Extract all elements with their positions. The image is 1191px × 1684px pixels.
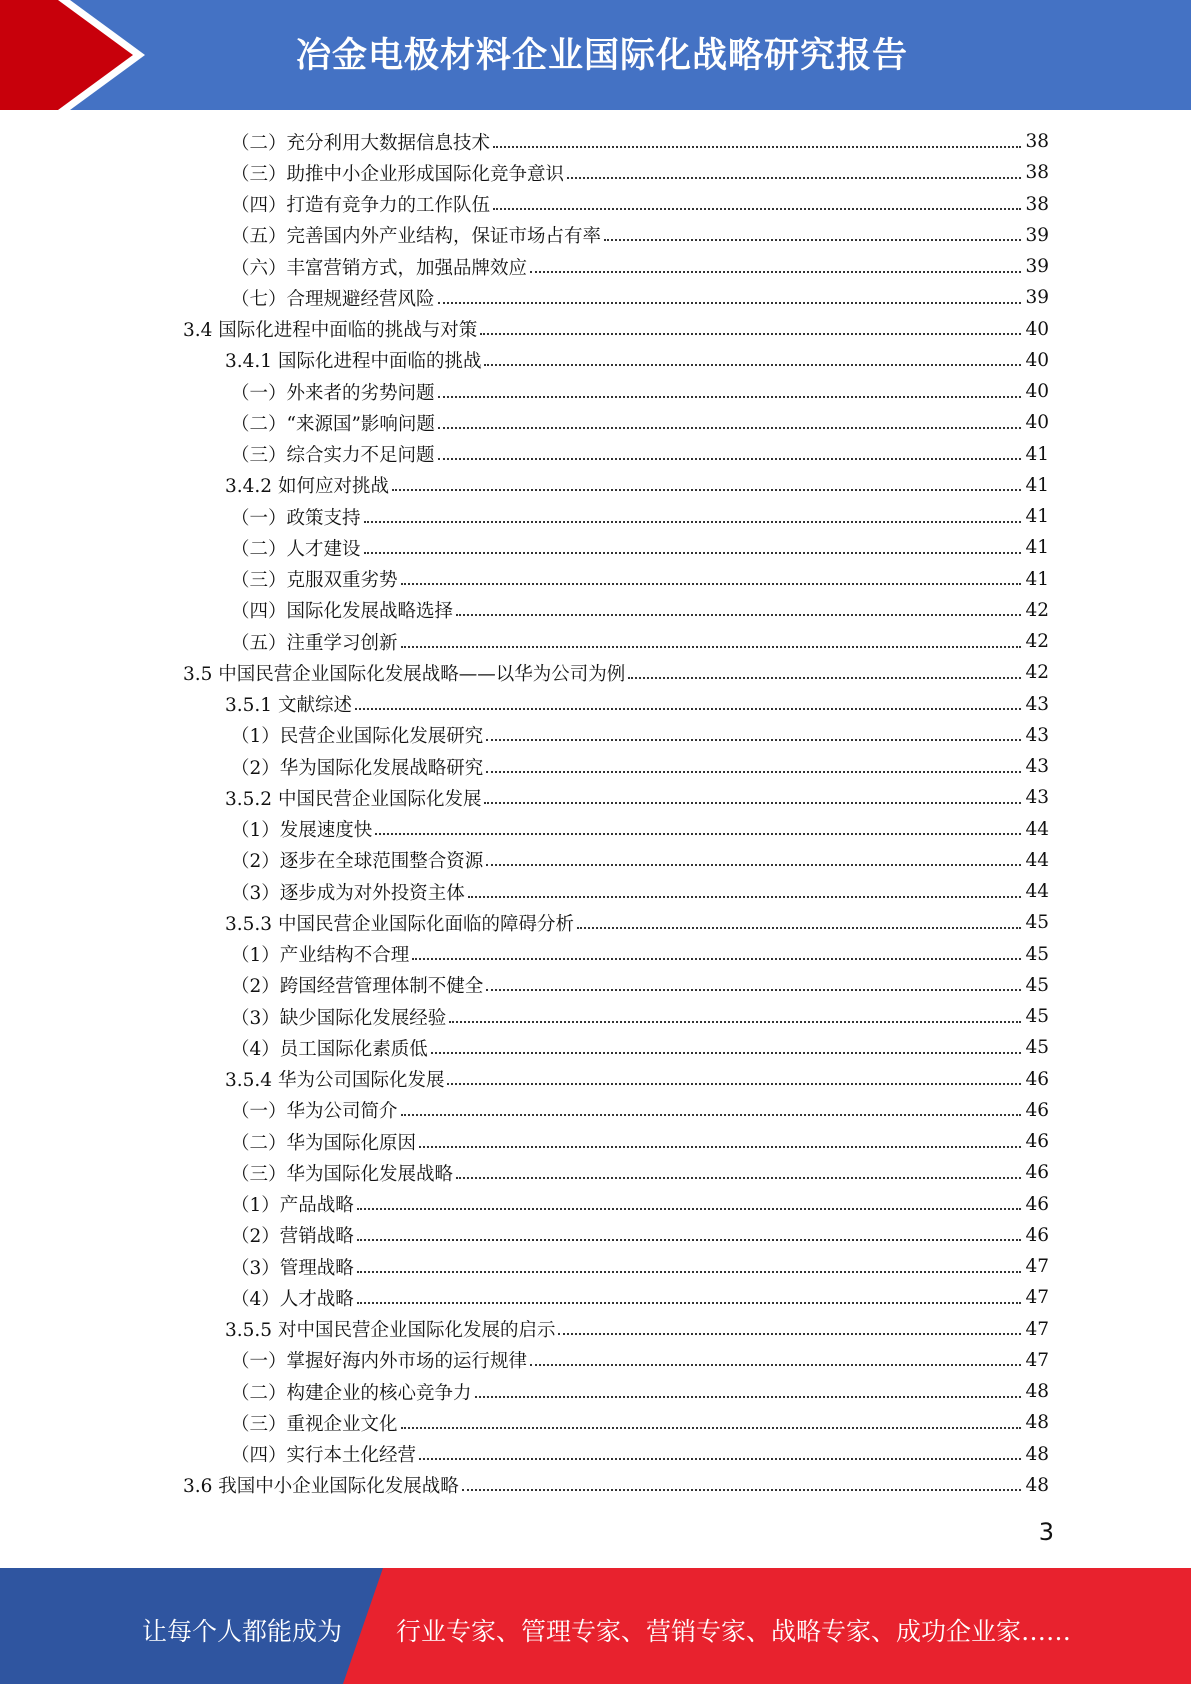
toc-dot-leader xyxy=(438,427,1021,429)
toc-dot-leader xyxy=(357,1271,1021,1273)
toc-entry-page: 44 xyxy=(1025,849,1049,871)
toc-dot-leader xyxy=(486,771,1021,773)
toc-dot-leader xyxy=(530,1364,1021,1366)
toc-dot-leader xyxy=(401,1427,1021,1429)
toc-entry-title: （2）华为国际化发展战略研究 xyxy=(231,757,484,779)
toc-entry-page: 41 xyxy=(1025,537,1049,559)
report-title: 冶金电极材料企业国际化战略研究报告 xyxy=(296,36,909,76)
toc-entry[interactable] xyxy=(0,126,1191,157)
toc-entry[interactable] xyxy=(0,1345,1191,1376)
toc-entry-page: 48 xyxy=(1025,1381,1049,1403)
toc-dot-leader xyxy=(364,552,1021,554)
toc-entry-title: 3.5.3 中国民营企业国际化面临的障碍分析 xyxy=(225,913,574,935)
toc-entry-title: （二）人才建设 xyxy=(231,538,361,560)
toc-entry[interactable] xyxy=(0,782,1191,813)
toc-dot-leader xyxy=(447,1083,1021,1085)
toc-entry-title: （四）国际化发展战略选择 xyxy=(231,601,454,623)
toc-entry-page: 42 xyxy=(1025,631,1049,653)
toc-entry-title: （2）营销战略 xyxy=(231,1226,354,1248)
toc-entry-title: （3）逐步成为对外投资主体 xyxy=(231,882,465,904)
toc-entry-page: 45 xyxy=(1025,943,1049,965)
toc-entry[interactable] xyxy=(0,470,1191,501)
toc-entry[interactable] xyxy=(0,1095,1191,1126)
toc-entry-title: （二）充分利用大数据信息技术 xyxy=(231,132,491,154)
toc-entry-page: 48 xyxy=(1025,1443,1049,1465)
toc-entry[interactable] xyxy=(0,1251,1191,1282)
toc-entry[interactable] xyxy=(0,1126,1191,1157)
page-header xyxy=(0,0,1191,110)
toc-dot-leader xyxy=(480,333,1021,335)
table-of-contents xyxy=(0,126,1191,1501)
toc-entry-page: 46 xyxy=(1025,1193,1049,1215)
toc-entry[interactable] xyxy=(0,626,1191,657)
toc-entry[interactable] xyxy=(0,845,1191,876)
toc-dot-leader xyxy=(484,364,1021,366)
toc-entry-page: 38 xyxy=(1025,131,1049,153)
toc-dot-leader xyxy=(486,864,1021,866)
toc-entry-page: 47 xyxy=(1025,1287,1049,1309)
toc-entry-page: 47 xyxy=(1025,1256,1049,1278)
toc-entry[interactable] xyxy=(0,1470,1191,1501)
toc-entry[interactable] xyxy=(0,939,1191,970)
toc-entry-page: 45 xyxy=(1025,1037,1049,1059)
toc-dot-leader xyxy=(401,583,1021,585)
toc-dot-leader xyxy=(484,802,1021,804)
toc-entry-title: （一）掌握好海内外市场的运行规律 xyxy=(231,1351,528,1373)
toc-dot-leader xyxy=(355,708,1021,710)
toc-entry-page: 46 xyxy=(1025,1224,1049,1246)
toc-dot-leader xyxy=(577,927,1021,929)
toc-entry-page: 46 xyxy=(1025,1099,1049,1121)
toc-dot-leader xyxy=(456,1177,1021,1179)
toc-dot-leader xyxy=(449,1021,1021,1023)
toc-dot-leader xyxy=(401,1114,1021,1116)
toc-entry-title: （三）重视企业文化 xyxy=(231,1413,398,1435)
toc-dot-leader xyxy=(438,458,1021,460)
toc-entry-page: 38 xyxy=(1025,162,1049,184)
toc-dot-leader xyxy=(628,677,1021,679)
toc-dot-leader xyxy=(419,1146,1021,1148)
toc-entry-page: 40 xyxy=(1025,381,1049,403)
toc-entry[interactable] xyxy=(0,720,1191,751)
toc-entry-page: 48 xyxy=(1025,1412,1049,1434)
toc-entry-page: 44 xyxy=(1025,881,1049,903)
toc-entry-page: 44 xyxy=(1025,818,1049,840)
toc-entry-title: （二）构建企业的核心竞争力 xyxy=(231,1382,472,1404)
toc-entry-title: （五）注重学习创新 xyxy=(231,632,398,654)
toc-entry-page: 39 xyxy=(1025,287,1049,309)
toc-entry-page: 46 xyxy=(1025,1068,1049,1090)
toc-entry[interactable] xyxy=(0,532,1191,563)
toc-entry-page: 40 xyxy=(1025,318,1049,340)
toc-dot-leader xyxy=(468,896,1021,898)
toc-entry-page: 48 xyxy=(1025,1474,1049,1496)
toc-entry-page: 43 xyxy=(1025,787,1049,809)
toc-dot-leader xyxy=(493,146,1021,148)
toc-dot-leader xyxy=(558,1333,1021,1335)
toc-dot-leader xyxy=(392,489,1021,491)
toc-entry[interactable] xyxy=(0,1220,1191,1251)
page-footer xyxy=(0,1568,1191,1684)
toc-entry-title: （二）华为国际化原因 xyxy=(231,1132,417,1154)
toc-entry-title: （四）实行本土化经营 xyxy=(231,1445,417,1467)
toc-entry[interactable] xyxy=(0,1376,1191,1407)
toc-entry-title: 3.5.5 对中国民营企业国际化发展的启示 xyxy=(225,1320,556,1342)
toc-dot-leader xyxy=(567,177,1021,179)
toc-entry-title: （一）华为公司简介 xyxy=(231,1101,398,1123)
toc-entry-title: （1）产业结构不合理 xyxy=(231,945,410,967)
toc-entry-title: 3.6 我国中小企业国际化发展战略 xyxy=(183,1476,459,1498)
toc-entry[interactable] xyxy=(0,345,1191,376)
toc-entry-title: 3.5.2 中国民营企业国际化发展 xyxy=(225,788,482,810)
toc-entry-page: 41 xyxy=(1025,443,1049,465)
toc-entry[interactable] xyxy=(0,220,1191,251)
toc-entry-title: （一）政策支持 xyxy=(231,507,361,529)
toc-entry-page: 42 xyxy=(1025,662,1049,684)
toc-entry-title: 3.4.2 如何应对挑战 xyxy=(225,476,389,498)
toc-entry[interactable] xyxy=(0,657,1191,688)
toc-entry-title: （三）综合实力不足问题 xyxy=(231,445,435,467)
toc-entry-page: 42 xyxy=(1025,599,1049,621)
toc-entry[interactable] xyxy=(0,282,1191,313)
toc-dot-leader xyxy=(493,208,1021,210)
toc-entry-title: （二）“来源国”影响问题 xyxy=(231,413,435,435)
toc-entry[interactable] xyxy=(0,1439,1191,1470)
toc-entry-title: （2）逐步在全球范围整合资源 xyxy=(231,851,484,873)
toc-entry-title: 3.4 国际化进程中面临的挑战与对策 xyxy=(183,320,478,342)
toc-entry[interactable] xyxy=(0,1407,1191,1438)
toc-entry-title: 3.5.4 华为公司国际化发展 xyxy=(225,1070,445,1092)
toc-dot-leader xyxy=(375,833,1021,835)
toc-entry[interactable] xyxy=(0,1157,1191,1188)
toc-entry-title: （4）人才战略 xyxy=(231,1288,354,1310)
toc-entry-title: （3）管理战略 xyxy=(231,1257,354,1279)
toc-entry-title: （三）助推中小企业形成国际化竞争意识 xyxy=(231,163,565,185)
toc-entry-title: 3.5.1 文献综述 xyxy=(225,695,352,717)
toc-entry[interactable] xyxy=(0,907,1191,938)
toc-entry[interactable] xyxy=(0,689,1191,720)
toc-dot-leader xyxy=(475,1396,1021,1398)
toc-entry-page: 45 xyxy=(1025,912,1049,934)
toc-entry-title: （六）丰富营销方式，加强品牌效应 xyxy=(231,257,528,279)
footer-slogan-list: 行业专家、管理专家、营销专家、战略专家、成功企业家…… xyxy=(396,1617,1072,1646)
toc-dot-leader xyxy=(462,1489,1021,1491)
toc-entry[interactable] xyxy=(0,564,1191,595)
toc-entry[interactable] xyxy=(0,314,1191,345)
toc-entry[interactable] xyxy=(0,1314,1191,1345)
toc-entry[interactable] xyxy=(0,595,1191,626)
toc-entry-title: （2）跨国经营管理体制不健全 xyxy=(231,976,484,998)
toc-entry-page: 45 xyxy=(1025,1006,1049,1028)
toc-entry-page: 40 xyxy=(1025,412,1049,434)
toc-entry-page: 38 xyxy=(1025,193,1049,215)
toc-entry-page: 41 xyxy=(1025,506,1049,528)
footer-slogan-lead: 让每个人都能成为 xyxy=(142,1617,343,1646)
toc-entry-title: （五）完善国内外产业结构，保证市场占有率 xyxy=(231,226,602,248)
toc-entry-title: 3.4.1 国际化进程中面临的挑战 xyxy=(225,351,482,373)
toc-entry-page: 41 xyxy=(1025,568,1049,590)
toc-entry[interactable] xyxy=(0,251,1191,282)
toc-entry[interactable] xyxy=(0,407,1191,438)
toc-entry-page: 46 xyxy=(1025,1131,1049,1153)
toc-entry-page: 43 xyxy=(1025,756,1049,778)
toc-entry[interactable] xyxy=(0,1064,1191,1095)
toc-entry-title: （1）发展速度快 xyxy=(231,820,373,842)
toc-entry-title: （七）合理规避经营风险 xyxy=(231,288,435,310)
toc-entry-page: 43 xyxy=(1025,724,1049,746)
toc-dot-leader xyxy=(357,1208,1021,1210)
toc-entry[interactable] xyxy=(0,876,1191,907)
toc-entry-title: 3.5 中国民营企业国际化发展战略——以华为公司为例 xyxy=(183,663,626,685)
toc-dot-leader xyxy=(456,614,1021,616)
toc-entry-page: 46 xyxy=(1025,1162,1049,1184)
toc-entry-title: （1）产品战略 xyxy=(231,1195,354,1217)
toc-entry-page: 39 xyxy=(1025,224,1049,246)
toc-entry[interactable] xyxy=(0,157,1191,188)
toc-dot-leader xyxy=(438,396,1021,398)
toc-entry-page: 39 xyxy=(1025,256,1049,278)
toc-entry-title: （1）民营企业国际化发展研究 xyxy=(231,726,484,748)
toc-entry-title: （四）打造有竞争力的工作队伍 xyxy=(231,195,491,217)
page-number: 3 xyxy=(1038,1518,1054,1546)
toc-dot-leader xyxy=(486,989,1021,991)
toc-dot-leader xyxy=(438,302,1021,304)
toc-dot-leader xyxy=(357,1302,1021,1304)
toc-entry[interactable] xyxy=(0,1282,1191,1313)
toc-dot-leader xyxy=(364,521,1021,523)
toc-entry-page: 47 xyxy=(1025,1349,1049,1371)
toc-entry-title: （三）克服双重劣势 xyxy=(231,570,398,592)
toc-entry-title: （3）缺少国际化发展经验 xyxy=(231,1007,447,1029)
toc-entry-page: 43 xyxy=(1025,693,1049,715)
toc-entry[interactable] xyxy=(0,814,1191,845)
toc-dot-leader xyxy=(431,1052,1021,1054)
toc-entry[interactable] xyxy=(0,1032,1191,1063)
toc-dot-leader xyxy=(604,239,1021,241)
toc-entry[interactable] xyxy=(0,751,1191,782)
toc-entry[interactable] xyxy=(0,970,1191,1001)
toc-dot-leader xyxy=(401,646,1021,648)
toc-entry[interactable] xyxy=(0,1001,1191,1032)
toc-entry-page: 45 xyxy=(1025,974,1049,996)
toc-entry-title: （三）华为国际化发展战略 xyxy=(231,1163,454,1185)
toc-entry-title: （一）外来者的劣势问题 xyxy=(231,382,435,404)
toc-dot-leader xyxy=(530,271,1021,273)
toc-entry[interactable] xyxy=(0,439,1191,470)
toc-entry-page: 40 xyxy=(1025,349,1049,371)
toc-entry[interactable] xyxy=(0,189,1191,220)
toc-entry-page: 47 xyxy=(1025,1318,1049,1340)
toc-entry-title: （4）员工国际化素质低 xyxy=(231,1038,428,1060)
toc-entry[interactable] xyxy=(0,501,1191,532)
toc-dot-leader xyxy=(419,1458,1021,1460)
toc-dot-leader xyxy=(486,739,1021,741)
toc-entry[interactable] xyxy=(0,1189,1191,1220)
toc-dot-leader xyxy=(412,958,1021,960)
toc-entry[interactable] xyxy=(0,376,1191,407)
toc-dot-leader xyxy=(357,1239,1021,1241)
toc-entry-page: 41 xyxy=(1025,474,1049,496)
